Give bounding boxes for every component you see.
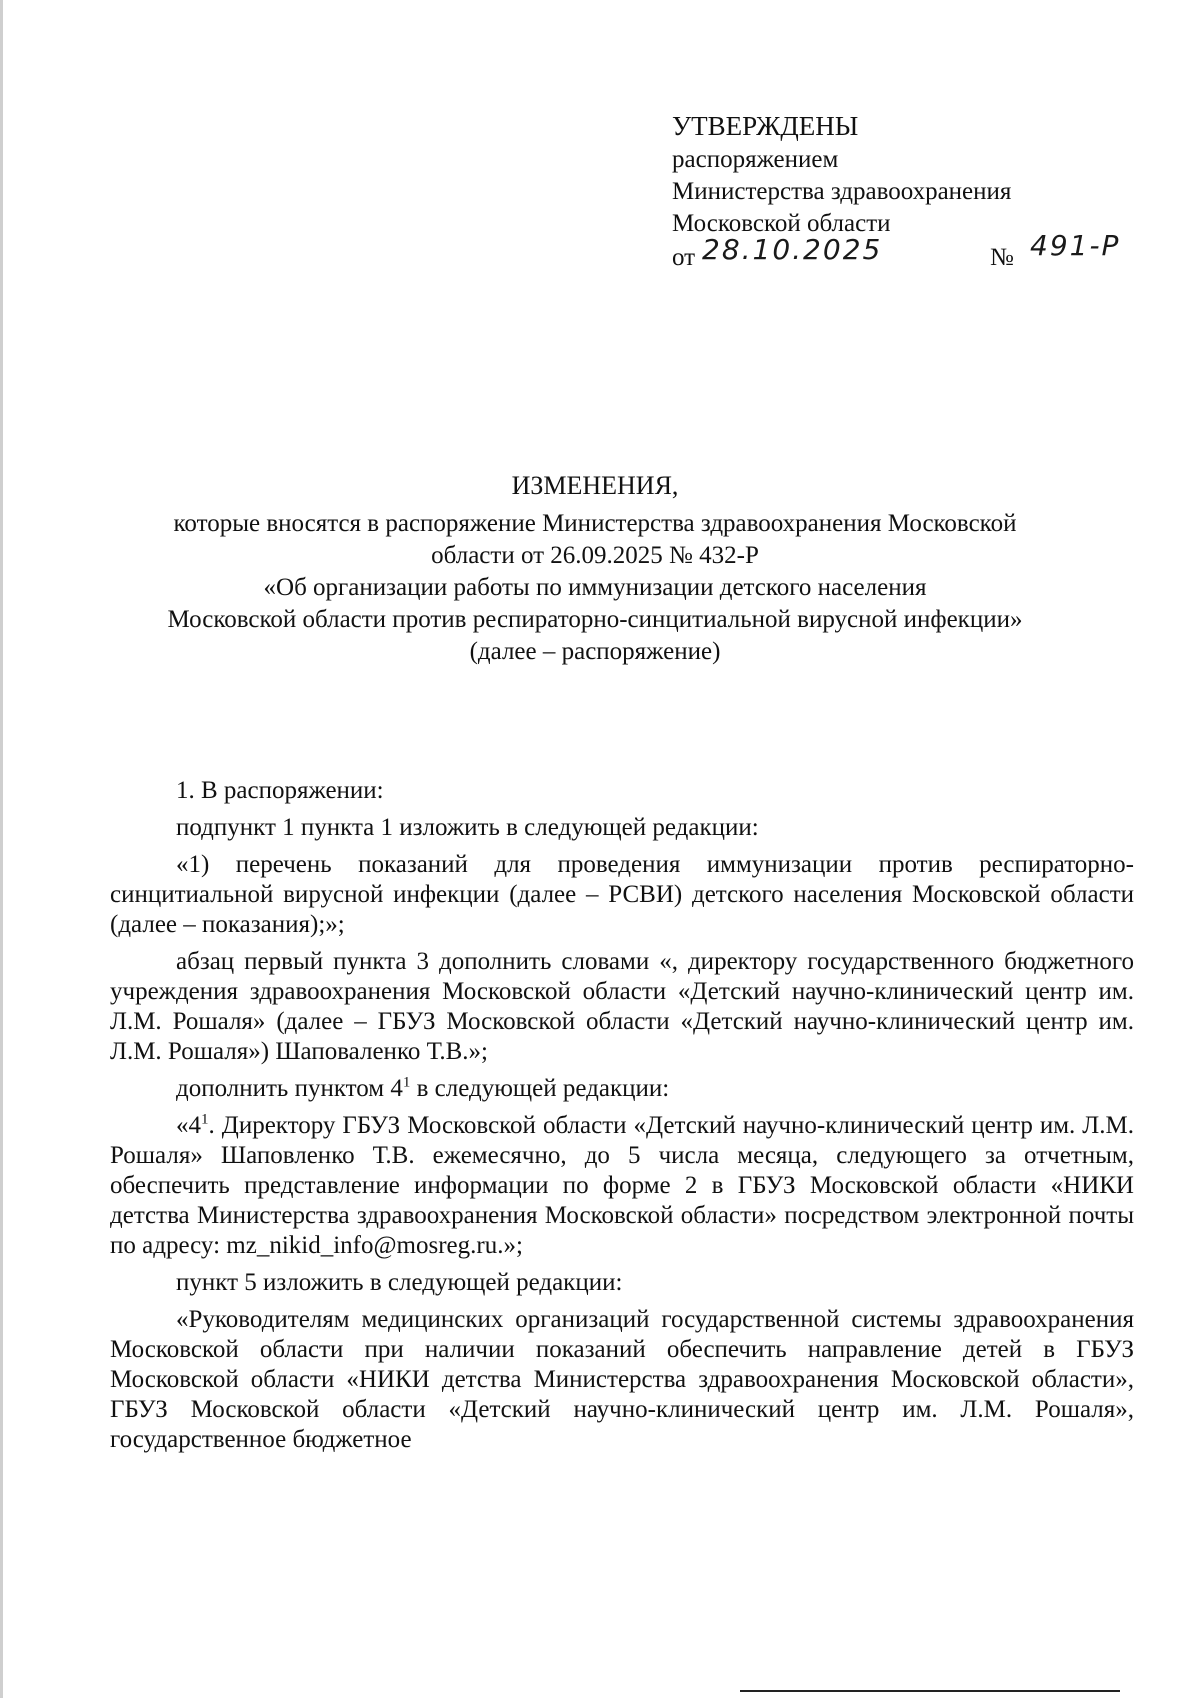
paragraph-6-superscript: 1 <box>201 1111 209 1128</box>
approval-line-3: Московской области <box>672 210 891 237</box>
approval-line-1: распоряжением <box>672 146 839 173</box>
approval-header: УТВЕРЖДЕНЫ <box>672 111 859 141</box>
title-line-5: (далее – распоряжение) <box>469 638 721 665</box>
title-line-3: «Об организации работы по иммунизации детского населения <box>263 574 927 601</box>
paragraph-6-text-a: «4 <box>176 1112 201 1139</box>
handwritten-number: 491-Р <box>1030 229 1121 262</box>
paragraph-4: абзац первый пункта 3 дополнить словами «, директору государственного бюджетного учреждения здравоохранения Московской области «Детский научно-клинический центр им. Л.М. Рошаля» (далее – ГБУЗ Московской области «Детский научно-клинический центр им. Л.М. Рошаля») Шаповаленко Т.В.»; <box>110 948 1134 1065</box>
paragraph-5-text-b: в следующей редакции: <box>410 1075 670 1102</box>
title-line-2: области от 26.09.2025 № 432-Р <box>431 542 759 569</box>
approval-line-2: Министерства здравоохранения <box>672 178 1012 205</box>
paragraph-1: 1. В распоряжении: <box>176 777 384 804</box>
paragraph-3: «1) перечень показаний для проведения иммунизации против респираторно-синцитиальной вирусной инфекции (далее – РСВИ) детского населения Московской области (далее – показания);»; <box>110 851 1134 938</box>
paragraph-2: подпункт 1 пункта 1 изложить в следующей редакции: <box>176 814 759 841</box>
approval-stamp-block <box>672 110 1142 274</box>
page-bottom-rule <box>740 1690 1120 1692</box>
title-line-1: которые вносятся в распоряжение Министерства здравоохранения Московской <box>173 510 1017 537</box>
document-title-block <box>100 470 1090 668</box>
number-prefix: № <box>990 244 1014 271</box>
document-body <box>110 776 1134 1462</box>
paragraph-7: пункт 5 изложить в следующей редакции: <box>176 1269 623 1296</box>
paragraph-5-superscript: 1 <box>402 1074 411 1091</box>
paragraph-5 <box>110 1074 1134 1104</box>
document-title: ИЗМЕНЕНИЯ, <box>511 471 679 500</box>
date-prefix: от <box>672 244 696 271</box>
paragraph-5-text-a: дополнить пунктом 4 <box>176 1075 403 1102</box>
paragraph-6 <box>110 1111 1134 1261</box>
paragraph-8: «Руководителям медицинских организаций государственной системы здравоохранения Московской области при наличии показаний обеспечить направление детей в ГБУЗ Московской области «НИКИ детства Министерства здравоохранения Московской области», ГБУЗ Московской области «Детский научно-клинический центр им. Л.М. Рошаля», государственное бюджетное <box>110 1306 1134 1453</box>
handwritten-date: 28.10.2025 <box>702 233 883 266</box>
paragraph-6-text-b: . Директору ГБУЗ Московской области «Детский научно-клинический центр им. Л.М. Рошаля» Шаповленко Т.В. ежемесячно, до 5 числа месяца, следующего за отчетным, обеспечить представление информации по форме 2 в ГБУЗ Московской области «НИКИ детства Министерства здравоохранения Московской области» посредством электронной почты по адресу: mz_nikid_info@mosreg.ru.»; <box>110 1112 1134 1259</box>
scan-edge <box>0 0 3 1698</box>
approval-date-line <box>672 229 1142 274</box>
title-line-4: Московской области против респираторно-синцитиальной вирусной инфекции» <box>167 606 1023 633</box>
